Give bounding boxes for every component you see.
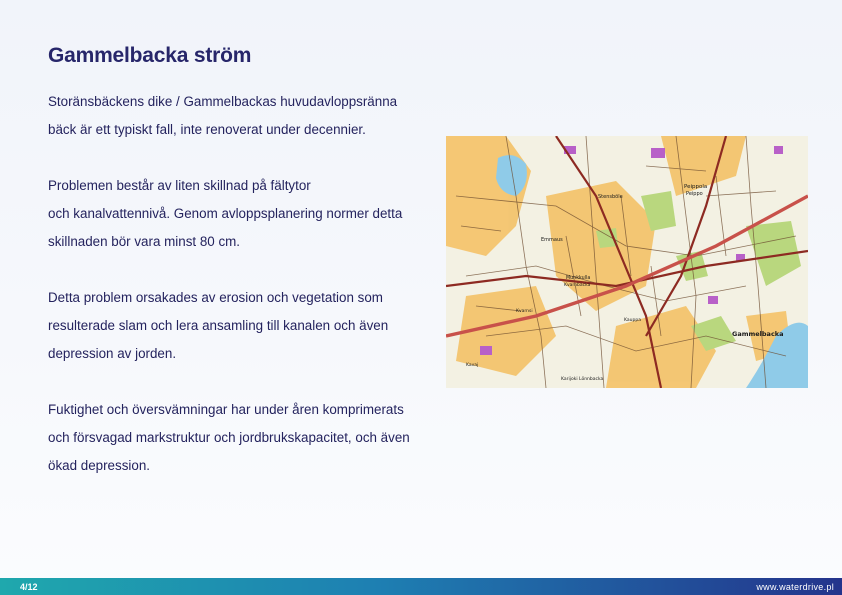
- map-image: [446, 136, 808, 388]
- text-line: Storänsbäckens dike / Gammelbackas huvudavloppsränna: [48, 94, 398, 109]
- map-label: Kauppa: [624, 318, 641, 323]
- page-number: 4/12: [20, 582, 38, 592]
- paragraph-4: [48, 396, 448, 480]
- paragraph-3: [48, 284, 448, 368]
- text-line: och kanalvattennivå. Genom avloppsplanering normer detta: [48, 206, 403, 221]
- map-svg: [446, 136, 808, 388]
- map-label: Gammelbacka: [732, 330, 784, 338]
- map-label: Kvarnbacka: [564, 283, 591, 288]
- map-label: Peippo: [686, 191, 703, 197]
- text-line: resulterade slam och lera ansamling till kanalen och även: [48, 318, 389, 333]
- map-label: Emmaus: [541, 237, 563, 243]
- text-line: Problemen består av liten skillnad på fältytor: [48, 178, 311, 193]
- text-line: bäck är ett typiskt fall, inte renoverat under decennier.: [48, 122, 366, 137]
- slide-title: Gammelbacka ström: [48, 44, 252, 67]
- text-line: ökad depression.: [48, 458, 150, 473]
- map-label: Kvarnsi: [516, 309, 533, 314]
- paragraph-1: [48, 88, 448, 144]
- map-label: Kavaj: [466, 363, 479, 368]
- map-label: Munkkulla: [566, 276, 591, 281]
- footer-bar: [0, 578, 842, 595]
- map-label: Karijoki Lönnbacka: [561, 377, 604, 382]
- paragraph-2: [48, 172, 448, 256]
- map-label: Stensböle: [598, 194, 623, 200]
- text-line: och försvagad markstruktur och jordbrukskapacitet, och även: [48, 430, 410, 445]
- text-line: depression av jorden.: [48, 346, 177, 361]
- text-line: Fuktighet och översvämningar har under åren komprimerats: [48, 402, 404, 417]
- map-label: Peippola: [684, 184, 708, 190]
- website-link[interactable]: www.waterdrive.pl: [756, 582, 834, 592]
- text-line: Detta problem orsakades av erosion och vegetation som: [48, 290, 383, 305]
- body-text: [48, 88, 448, 508]
- text-line: skillnaden bör vara minst 80 cm.: [48, 234, 241, 249]
